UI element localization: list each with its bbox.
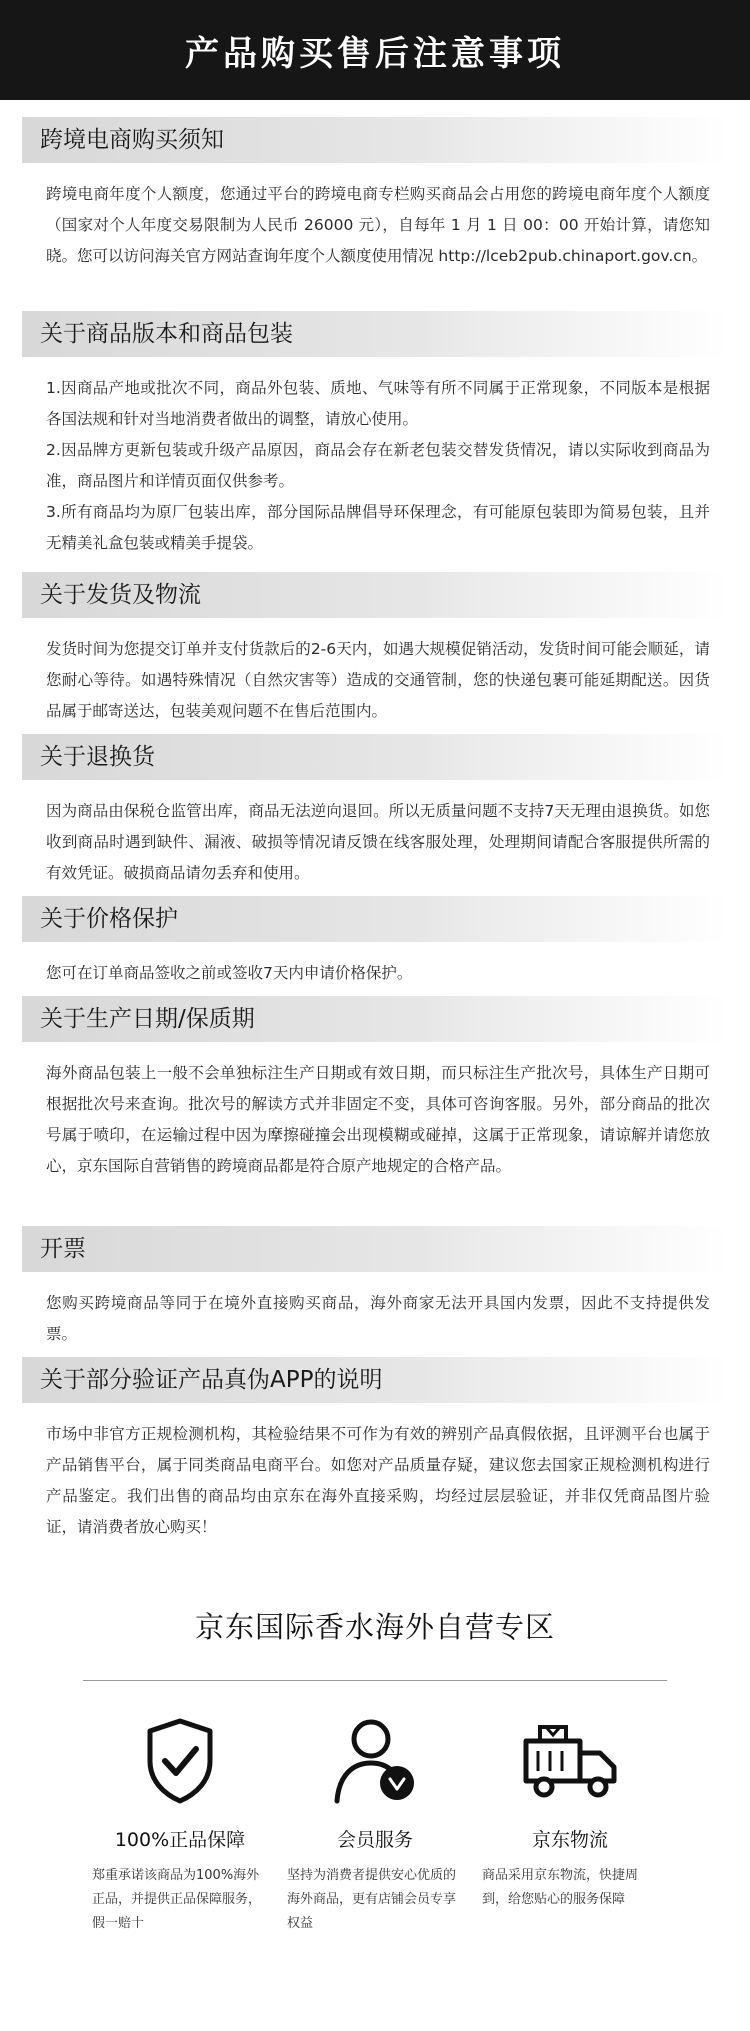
feature-authentic (70, 1715, 290, 1936)
section-paragraph: 市场中非官方正规检测机构，其检验结果不可作为有效的辨别产品真假依据，且评测平台也属于产品销售平台，属于同类商品电商平台。如您对产品质量存疑，建议您去国家正规检测机构进行产品鉴定。我们出售的商品均由京东在海外直接采购，均经过层层验证，并非仅凭商品图片验证，请消费者放心购买！ (46, 1425, 710, 1536)
zone-title: 京东国际香水海外自营专区 (194, 1610, 555, 1644)
section-paragraph: 发货时间为您提交订单并支付货款后的2-6天内，如遇大规模促销活动，发货时间可能会顺延，请您耐心等待。如遇特殊情况（自然灾害等）造成的交通管制，您的快递包裹可能延期配送。因货品属于邮寄送达，包装美观问题不在售后范围内。 (46, 640, 710, 720)
page-banner (0, 0, 750, 100)
section-price-protection (22, 896, 728, 989)
section-paragraph: 海外商品包装上一般不会单独标注生产日期或有效日期，而只标注生产批次号，具体生产日期可根据批次号来查询。批次号的解读方式并非固定不变，具体可咨询客服。另外，部分商品的批次号属于喷印，在运输过程中因为摩擦碰撞会出现模糊或碰掉，这属于正常现象，请谅解并请您放心，京东国际自营销售的跨境商品都是符合原产地规定的合格产品。 (46, 1064, 710, 1175)
section-returns (22, 734, 728, 889)
section-heading: 关于部分验证产品真伪APP的说明 (22, 1357, 728, 1403)
section-paragraph: 因为商品由保税仓监管出库，商品无法逆向退回。所以无质量问题不支持7天无理由退换货。如您收到商品时遇到缺件、漏液、破损等情况请反馈在线客服处理，处理期间请配合客服提供所需的有效凭证。破损商品请勿丢弃和使用。 (46, 802, 710, 882)
shield-check-icon (70, 1715, 290, 1807)
section-paragraph: 您购买跨境商品等同于在境外直接购买商品，海外商家无法开具国内发票，因此不支持提供发票。 (46, 1294, 710, 1343)
feature-logistics (460, 1715, 680, 1912)
section-body (22, 1403, 728, 1543)
section-paragraph: 2.因品牌方更新包装或升级产品原因，商品会存在新老包装交替发货情况，请以实际收到商品为准，商品图片和详情页面仅供参考。 (46, 441, 710, 490)
section-paragraph: 您可在订单商品签收之前或签收7天内申请价格保护。 (46, 964, 413, 982)
section-paragraph: 1.因商品产地或批次不同，商品外包装、质地、气味等有所不同属于正常现象，不同版本是根据各国法规和针对当地消费者做出的调整，请放心使用。 (46, 379, 710, 428)
feature-desc: 坚持为消费者提供安心优质的海外商品，更有店铺会员专享权益 (287, 1868, 457, 1931)
section-paragraph: 3.所有商品均为原厂包装出库，部分国际品牌倡导环保理念，有可能原包装即为简易包装，且并无精美礼盒包装或精美手提袋。 (46, 503, 710, 552)
section-cross-border-notice (22, 117, 728, 272)
divider (83, 1680, 667, 1681)
section-body (22, 1272, 728, 1350)
section-paragraph: 跨境电商年度个人额度，您通过平台的跨境电商专栏购买商品会占用您的跨境电商年度个人额度（国家对个人年度交易限制为人民币 26000 元），自每年 1 月 1 日 00：00 开始计算，请您知晓。您可以访问海关官方网站查询年度个人额度使用情况 http://lceb2pub.chinaport.gov.cn。 (46, 185, 710, 265)
section-heading: 关于商品版本和商品包装 (22, 311, 728, 357)
member-user-icon (265, 1715, 485, 1807)
section-version-packaging (22, 311, 728, 559)
feature-desc: 商品采用京东物流，快捷周到，给您贴心的服务保障 (482, 1868, 639, 1907)
section-body (22, 357, 728, 559)
feature-title: 100%正品保障 (114, 1829, 246, 1851)
section-production-date (22, 996, 728, 1182)
section-body (22, 780, 728, 889)
page-title: 产品购买售后注意事项 (185, 33, 565, 74)
section-body (22, 163, 728, 272)
section-body (22, 1042, 728, 1182)
feature-member (265, 1715, 485, 1936)
section-shipping-logistics (22, 572, 728, 727)
feature-desc: 郑重承诺该商品为100%海外正品，并提供正品保障服务，假一赔十 (92, 1868, 262, 1931)
section-heading: 跨境电商购买须知 (22, 117, 728, 163)
section-invoice (22, 1226, 728, 1350)
section-heading: 关于退换货 (22, 734, 728, 780)
section-authenticity-app (22, 1357, 728, 1543)
feature-title: 京东物流 (531, 1829, 608, 1851)
section-heading: 关于发货及物流 (22, 572, 728, 618)
delivery-truck-icon (460, 1715, 680, 1807)
feature-title: 会员服务 (336, 1829, 413, 1851)
section-heading: 开票 (22, 1226, 728, 1272)
section-heading: 关于价格保护 (22, 896, 728, 942)
section-body (22, 942, 728, 989)
section-body (22, 618, 728, 727)
section-heading: 关于生产日期/保质期 (22, 996, 728, 1042)
